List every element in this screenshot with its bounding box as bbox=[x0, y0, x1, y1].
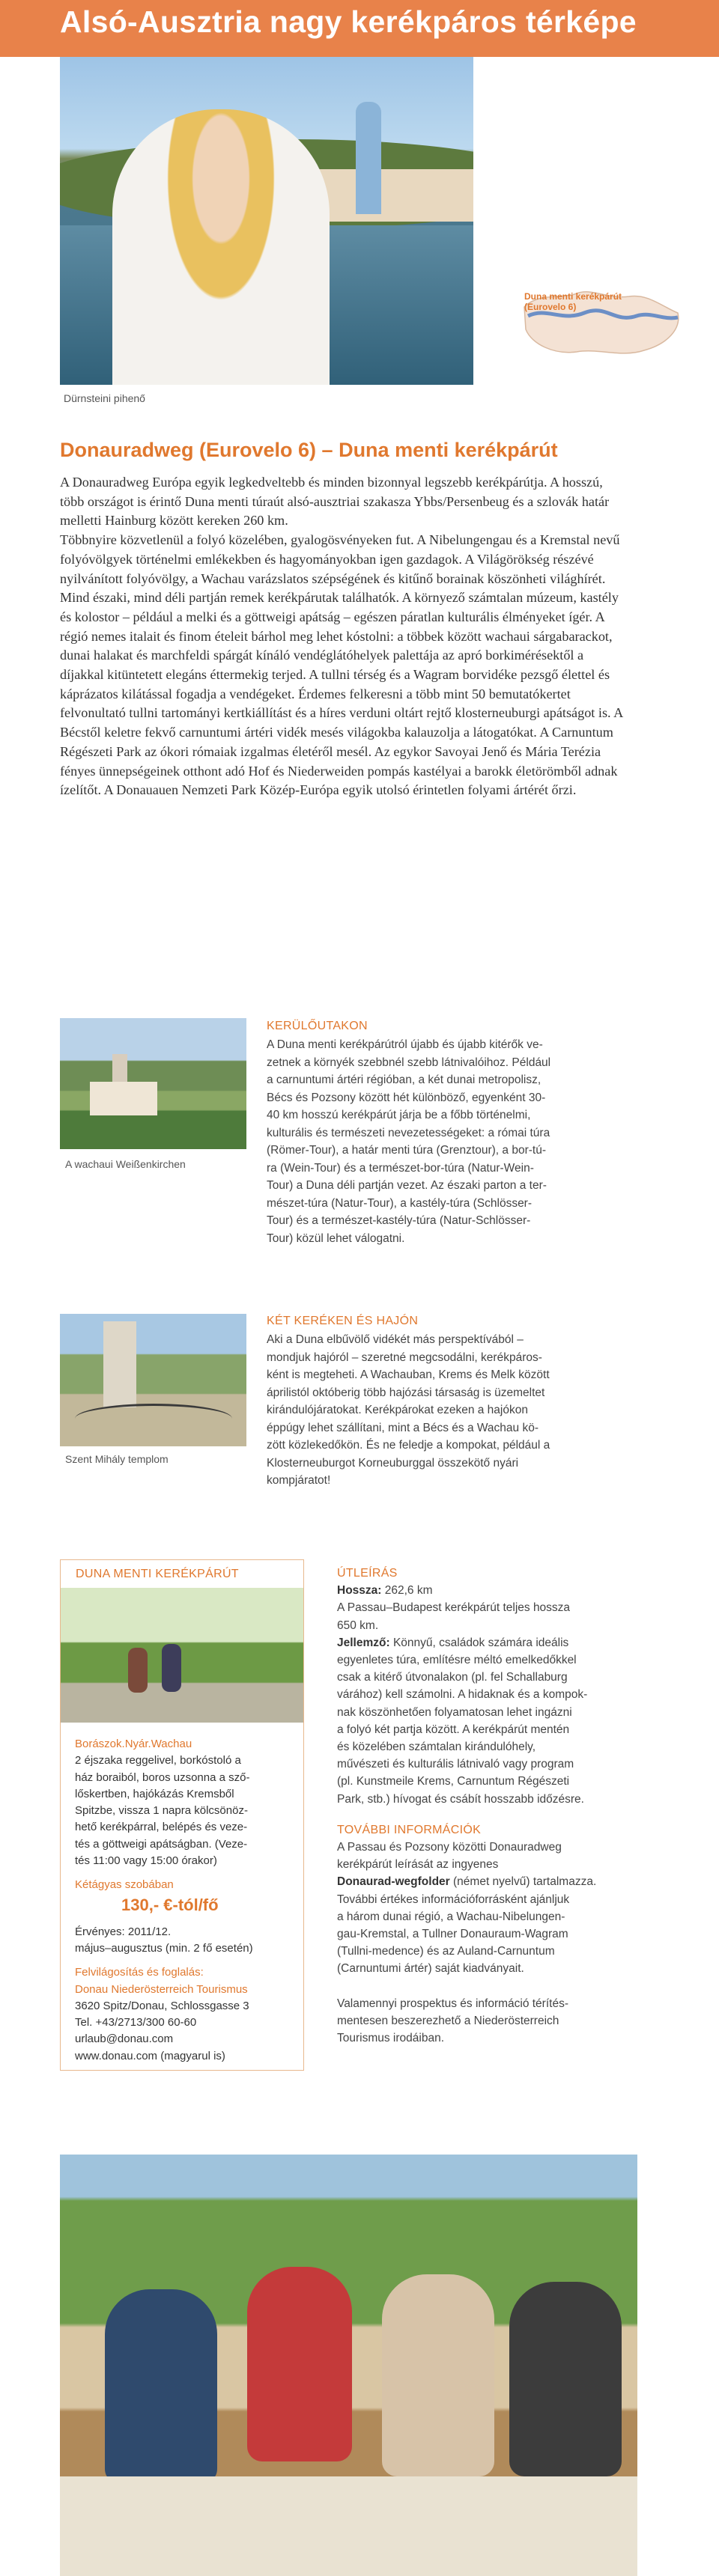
route-info bbox=[337, 1565, 614, 2047]
more-info-heading: TOVÁBBI INFORMÁCIÓK bbox=[337, 1823, 482, 1836]
text-line: zetnek a környék szebbnél szebb látnivalóihoz. Például bbox=[267, 1056, 551, 1069]
text-line: A Duna menti kerékpárútról újabb és újabb kitérők ve- bbox=[267, 1038, 543, 1051]
text-line: Tour) és a természet-kastély-túra (Natur-Schlösser- bbox=[267, 1214, 531, 1227]
more-info-line: gau-Kremstal, a Tullner Donauraum-Wagram bbox=[337, 1928, 568, 1941]
text-line: 40 km hosszú kerékpárút járja be a főbb történelmi, bbox=[267, 1109, 531, 1121]
offer-line: ház boraiból, boros uzsonna a sző- bbox=[75, 1770, 250, 1784]
text-line: kulturális és természeti nevezetességeket: a római túra bbox=[267, 1126, 550, 1139]
map-label-line2: (Eurovelo 6) bbox=[524, 302, 577, 312]
character-line: Könnyű, családok számára ideális bbox=[389, 1636, 569, 1649]
closing-line: Tourismus irodáiban. bbox=[337, 2032, 445, 2045]
validity-line: Érvényes: 2011/12. bbox=[75, 1925, 172, 1938]
offer-line: tés 11:00 vagy 15:00 órakor) bbox=[75, 1854, 217, 1868]
offer-line: hető kerékpárral, belépés és veze- bbox=[75, 1821, 248, 1834]
folder-name: Donaurad-wegfolder bbox=[337, 1875, 450, 1889]
closing-line: Valamennyi prospektus és információ térítés- bbox=[337, 1997, 568, 2010]
detours-text bbox=[267, 1036, 626, 1247]
offer-line: lőskertben, hajókázás Kremsből bbox=[75, 1787, 234, 1800]
offer-box-body bbox=[75, 1736, 300, 2065]
character-line: (pl. Kunstmeile Krems, Carnuntum Régészeti bbox=[337, 1775, 570, 1788]
text-line: kompjáratot! bbox=[267, 1474, 331, 1487]
text-line: mészet-túra (Natur-Tour), a kastély-túra (Schlösser- bbox=[267, 1196, 533, 1210]
cyclists-photo bbox=[61, 1588, 303, 1723]
weissenkirchen-caption: A wachaui Weißenkirchen bbox=[65, 1158, 186, 1170]
offer-title: Borászok.Nyár.Wachau bbox=[75, 1738, 192, 1750]
character-line: és közelében számtalan kirándulóhely, bbox=[337, 1741, 536, 1754]
article-paragraph: Többnyire közvetlenül a folyó közelében, gyalogösvényeken fut. A Nibelungengau és a Kremstal nevű folyóvölgyek történelmi emlékekben és hagyományokban igen gazdagok. A Világörökség részévé nyilvánított folyóvölgy, a Wachau varázslatos szépségének és kitűnő borainak köszönheti világhírét. Mind északi, mind déli partján remek kerékpárutak találhatók. A környező számtalan múzeum, kastély és kolostor – például a melki és a göttweigi apátság – egészen páratlan kulturális élményeket ígér. A régió nemes italait és finom ételeit bárhol meg lehet kóstolni: a többek között wachaui sárgabarackot, dunai halakat és marchfeldi spárgát kínáló vendéglátóhelyek palettája az apró borkimérésektől a díjakkal kitüntetett elegáns éttermekig terjed. A tullni térség és a Wagram borvidéke pezsgő élettel és káprázatos kilátással fogadja a vendégeket. Érdemes felkeresni a több mint 50 bemutatókertet felvonultató tullni tartományi kertkiállítást és a híres verduni oltárt rejtő klosterneuburgi apátságot is. A Bécstől keletre fekvő carnuntumi ártéri vidék mesés világokba kalauzolja a látogatókat. A Carnuntum Régészeti Park az ókori rómaiak izgalmas életéről mesél. Az egykor Savoyai Jenő és Mária Terézia fényes ünnepségeinek otthont adó Hof és Niederweiden pompás kastélyai a barokk életörömből adnak ízelítőt. A Donauauen Nemzeti Park Közép-Európa egyik utolsó érintetlen folyami ártérét őrzi. bbox=[60, 532, 623, 798]
church-tower bbox=[103, 1321, 136, 1407]
text-line: áprilistól októberig több hajózási társaság is üzemeltet bbox=[267, 1386, 545, 1399]
text-line: Tour) közül lehet válogatni. bbox=[267, 1231, 405, 1245]
character-line: egyenletes túra, említésre méltó emelkedőkkel bbox=[337, 1654, 577, 1667]
character-line: Park, stb.) hívogat és csábít hosszabb időzésre. bbox=[337, 1792, 584, 1806]
character-line: nak köszönhetően folyamatosan lehet ingázni bbox=[337, 1705, 572, 1719]
more-info-line: A Passau és Pozsony közötti Donauradweg bbox=[337, 1841, 562, 1854]
character-line: várához) kell számolni. A hidaknak és a kompok- bbox=[337, 1688, 588, 1702]
st-michael-church-photo bbox=[60, 1314, 246, 1446]
more-info-line: (Carnuntumi ártér) saját kiadványait. bbox=[337, 1962, 524, 1976]
bicycles bbox=[75, 1404, 232, 1434]
route-line: 650 km. bbox=[337, 1619, 379, 1632]
route-map bbox=[517, 277, 689, 367]
contact-email-link[interactable]: urlaub@donau.com bbox=[75, 2033, 174, 2046]
offer-line: 2 éjszaka reggelivel, borkóstoló a bbox=[75, 1754, 241, 1767]
text-line: Klosterneuburgot Korneuburggal összekötő nyári bbox=[267, 1456, 519, 1470]
offer-line: tés a göttweigi apátságban. (Veze- bbox=[75, 1837, 248, 1851]
bike-boat-heading: KÉT KERÉKEN ÉS HAJÓN bbox=[267, 1315, 419, 1327]
banner-title: Alsó-Ausztria nagy kerékpáros térképe bbox=[60, 4, 637, 39]
cyclist-2 bbox=[162, 1644, 181, 1692]
vineyard-dinner-photo bbox=[60, 2155, 637, 2576]
text-line: Aki a Duna elbűvölő vidékét más perspektívából – bbox=[267, 1333, 524, 1346]
article-body bbox=[60, 473, 629, 800]
diner-2 bbox=[247, 2267, 352, 2461]
st-michael-caption: Szent Mihály templom bbox=[65, 1453, 169, 1465]
contact-address: 3620 Spitz/Donau, Schlossgasse 3 bbox=[75, 1999, 249, 2012]
hero-caption: Dürnsteini pihenő bbox=[64, 392, 145, 404]
diner-3 bbox=[382, 2274, 494, 2476]
article-title: Donauradweg (Eurovelo 6) – Duna menti kerékpárút bbox=[60, 439, 558, 461]
booking-org: Donau Niederösterreich Tourismus bbox=[75, 1982, 248, 1996]
booking-label: Felvilágosítás és foglalás: bbox=[75, 1966, 204, 1979]
bike-boat-text bbox=[267, 1331, 626, 1490]
length-value: 262,6 km bbox=[381, 1584, 433, 1598]
route-line: A Passau–Budapest kerékpárút teljes hossza bbox=[337, 1601, 571, 1615]
character-label: Jellemző: bbox=[337, 1636, 390, 1649]
validity-line: május–augusztus (min. 2 fő esetén) bbox=[75, 1941, 253, 1955]
more-info-line: További értékes információforrásként ajánljuk bbox=[337, 1893, 570, 1906]
route-heading: ÚTLEÍRÁS bbox=[337, 1567, 398, 1580]
character-block bbox=[337, 1634, 614, 1651]
character-line: csak a kitérő útvonalakon (pl. fel Schallaburg bbox=[337, 1671, 568, 1684]
character-line: művészeti és kulturális látnivaló vagy program bbox=[337, 1758, 574, 1771]
price-label: Kétágyas szobában bbox=[75, 1878, 174, 1892]
diner-1 bbox=[105, 2289, 217, 2484]
cyclist-1 bbox=[128, 1648, 148, 1693]
map-label-line1: Duna menti kerékpárút bbox=[524, 291, 622, 302]
diner-4 bbox=[509, 2282, 622, 2476]
text-line: éppúgy lehet szállítani, mint a Bécs és a Wachau kö- bbox=[267, 1421, 539, 1434]
text-line: Tour) a Duna déli partján vezet. Az északi parton a ter- bbox=[267, 1179, 547, 1192]
hero-photo bbox=[60, 57, 473, 385]
text-line: mondjuk hajóról – szeretné megcsodálni, kerékpáros- bbox=[267, 1351, 542, 1364]
hero-woman-with-wine bbox=[112, 109, 330, 385]
more-info-line: (német nyelvű) tartalmazza. bbox=[449, 1875, 597, 1889]
text-line: ként is megteheti. A Wachauban, Krems és Melk között bbox=[267, 1368, 550, 1381]
contact-website-link[interactable]: www.donau.com (magyarul is) bbox=[75, 2049, 225, 2062]
church-building bbox=[90, 1082, 157, 1115]
contact-phone: Tel. +43/2713/300 60-60 bbox=[75, 2016, 197, 2030]
text-line: Bécs és Pozsony között hét különböző, egyenként 30- bbox=[267, 1091, 546, 1104]
price-value: 130,- €-tól/fő bbox=[121, 1895, 219, 1914]
detours-heading: KERÜLŐUTAKON bbox=[267, 1020, 368, 1032]
hero-church-tower bbox=[356, 102, 381, 214]
folder-line bbox=[337, 1873, 614, 1890]
character-line: a folyó két partja között. A kerékpárút mentén bbox=[337, 1723, 570, 1736]
more-info-line: a három dunai régió, a Wachau-Nibelungen- bbox=[337, 1910, 565, 1923]
dinner-table bbox=[60, 2476, 637, 2576]
text-line: a carnuntumi ártéri régióban, a két dunai metropolisz, bbox=[267, 1074, 541, 1086]
text-line: ra (Wein-Tour) és a természet-bor-túra (Natur-Wein- bbox=[267, 1161, 534, 1175]
more-info-line: kerékpárút leírását az ingyenes bbox=[337, 1858, 499, 1872]
more-info-line: (Tullni-medence) és az Auland-Carnuntum bbox=[337, 1945, 555, 1958]
length-line bbox=[337, 1582, 614, 1599]
text-line: (Römer-Tour), a határ menti túra (Grenztour), a bor-tú- bbox=[267, 1144, 546, 1157]
text-line: zött közlekedőkön. És ne feledje a kompokat, például a bbox=[267, 1439, 550, 1452]
length-label: Hossza: bbox=[337, 1584, 382, 1598]
weissenkirchen-photo bbox=[60, 1018, 246, 1149]
text-line: kirándulójáratokat. Kerékpárokat ezeken a hajókon bbox=[267, 1404, 528, 1416]
offer-box-header: DUNA MENTI KERÉKPÁRÚT bbox=[76, 1568, 239, 1580]
route-map-svg bbox=[517, 277, 689, 367]
closing-line: mentesen beszerezhető a Niederösterreich bbox=[337, 2014, 559, 2027]
offer-line: Spitzbe, vissza 1 napra kölcsönöz- bbox=[75, 1804, 248, 1818]
offer-box bbox=[60, 1559, 304, 2071]
banner bbox=[0, 0, 719, 57]
article-paragraph: A Donauradweg Európa egyik legkedveltebb és minden bizonnyal legszebb kerékpárútja. A hosszú, több országot is érintő Duna menti túraút alsó-ausztriai szakasza Ybbs/Persenbeug és a szlovák határ melletti Hainburg között kereken 260 km. bbox=[60, 475, 610, 529]
